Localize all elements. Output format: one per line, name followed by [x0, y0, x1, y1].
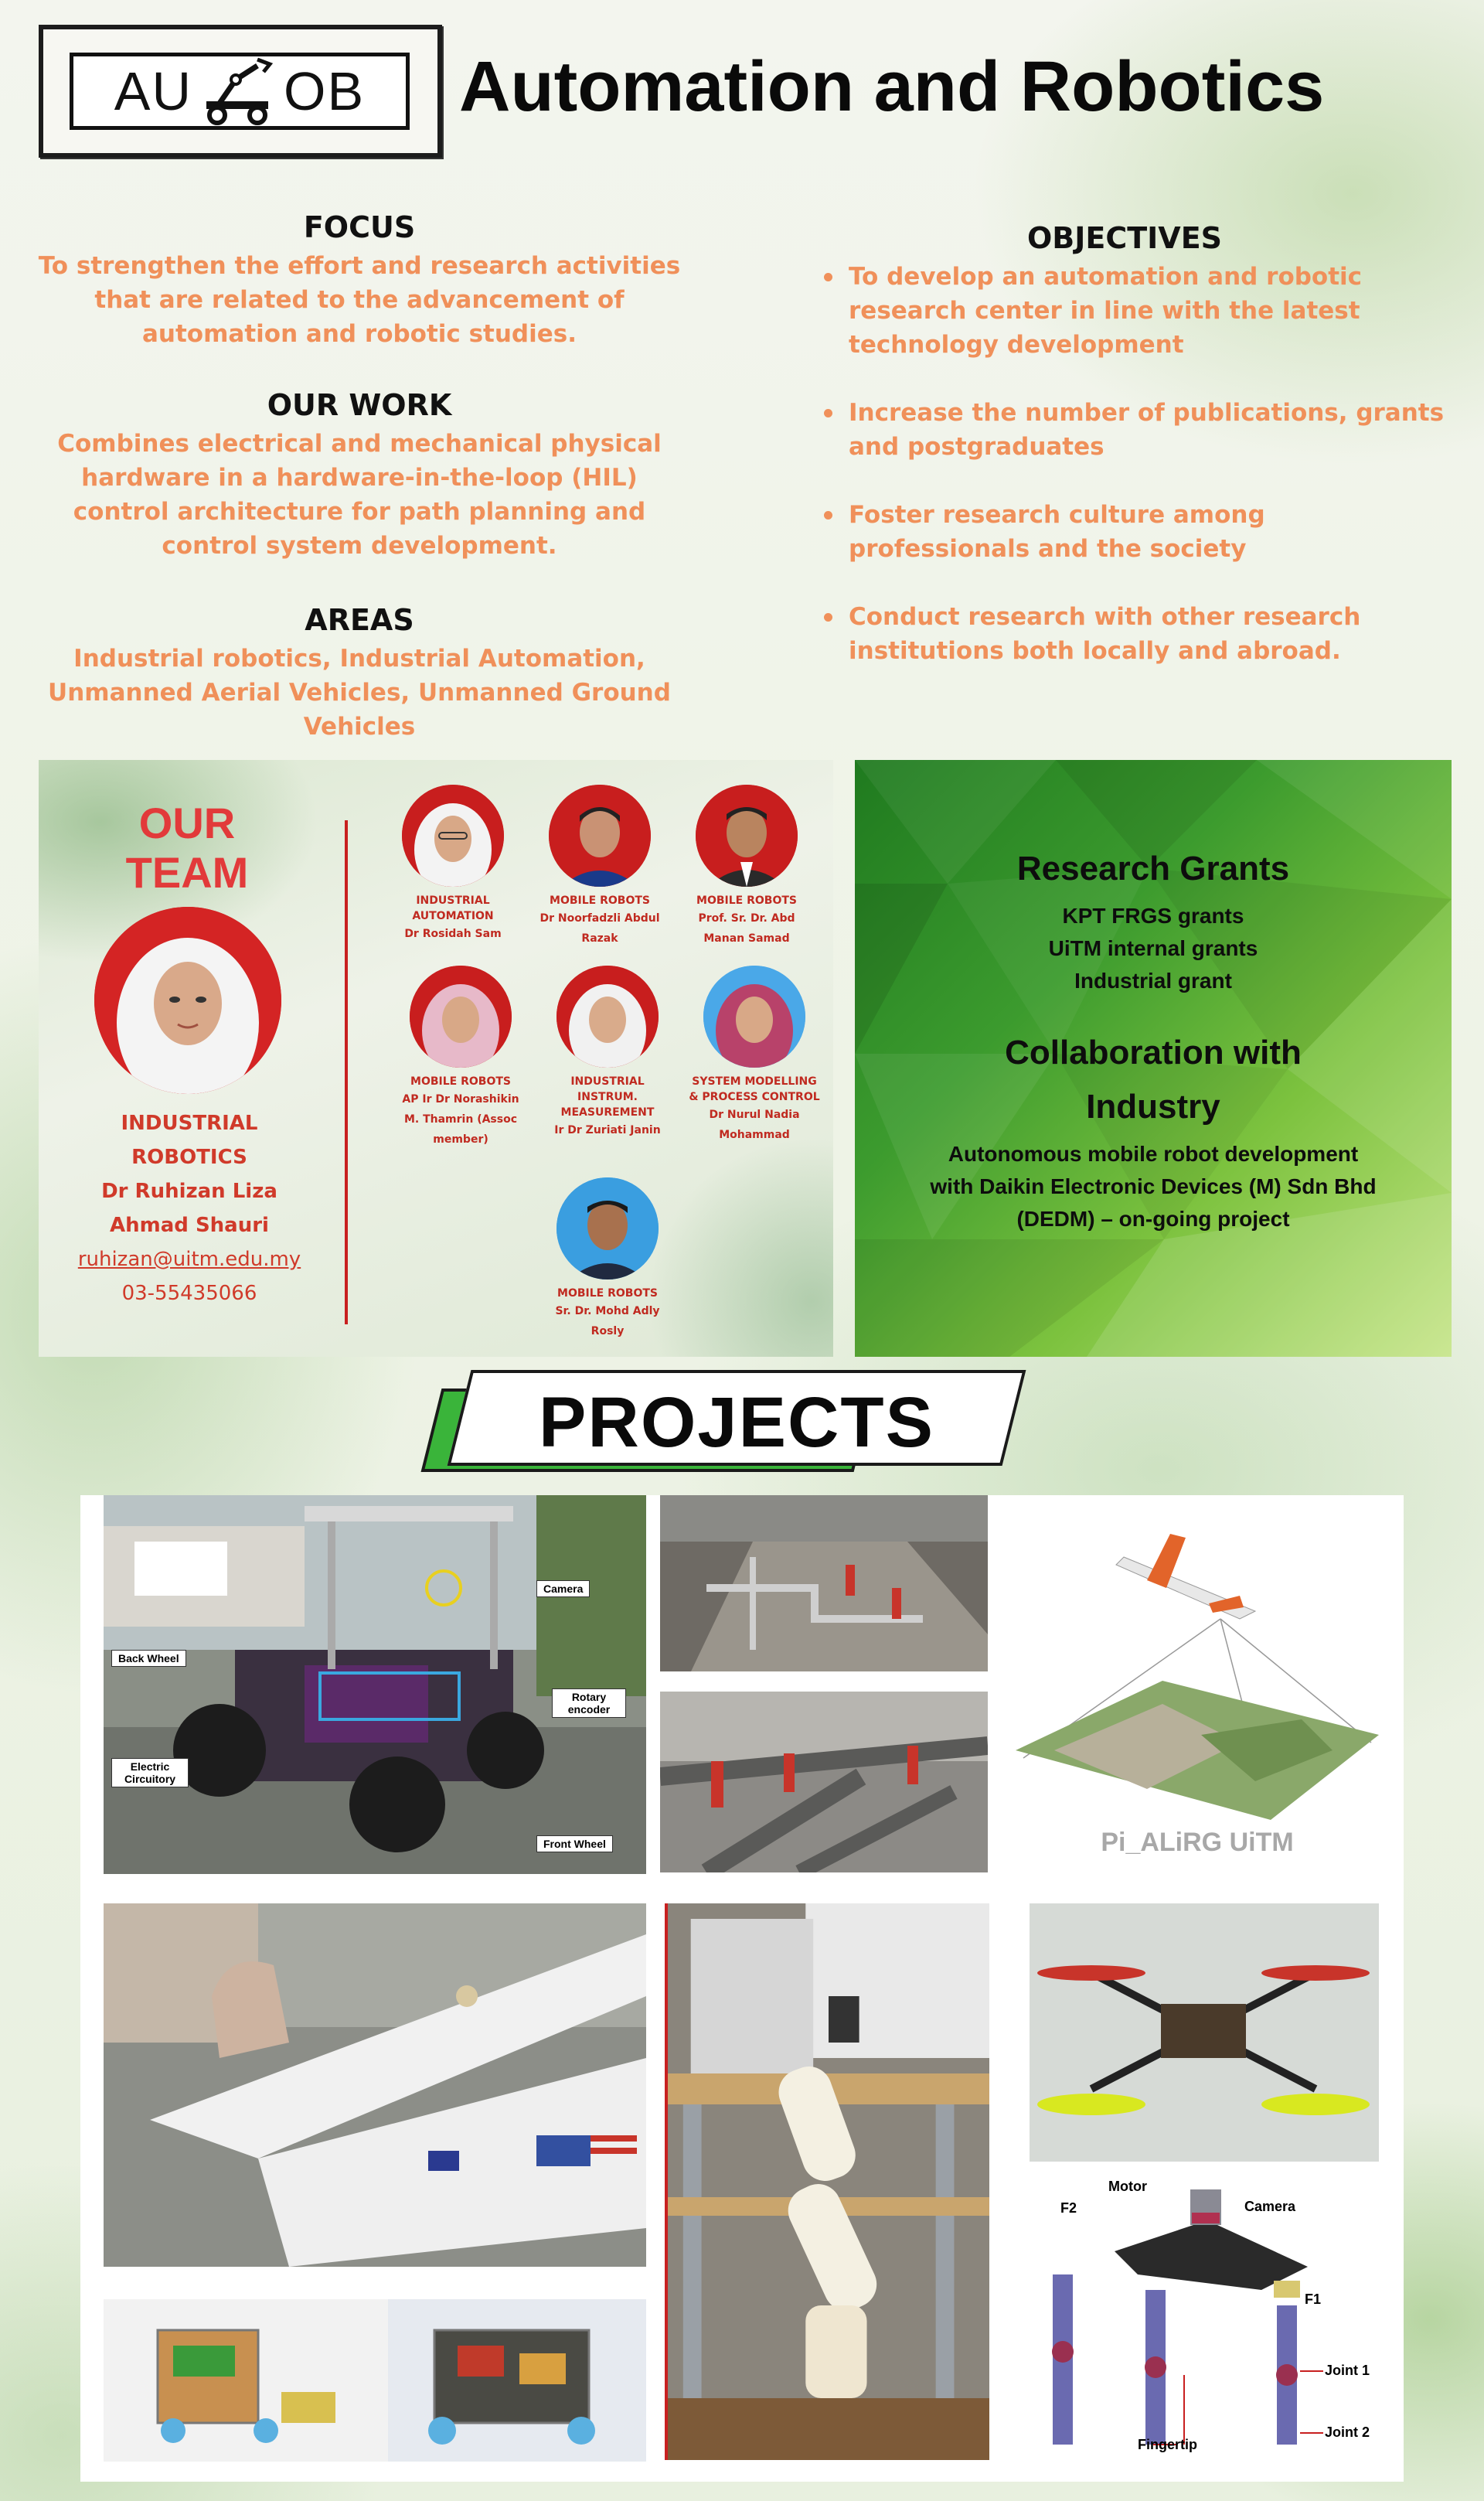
- label-joint1: Joint 1: [1325, 2363, 1370, 2378]
- member-role: SYSTEM MODELLING & PROCESS CONTROL: [689, 1075, 820, 1103]
- member-name: Prof. Sr. Dr. Abd Manan Samad: [698, 912, 795, 945]
- logo: [39, 25, 442, 158]
- team-member: [534, 785, 665, 949]
- member-photo: [556, 1177, 659, 1279]
- team-member: [395, 966, 526, 1150]
- project-image-gripper-cad: [1030, 2174, 1379, 2460]
- grants-title: Research Grants: [1016, 850, 1290, 888]
- grant-item: KPT FRGS grants: [1062, 904, 1244, 928]
- projects-panel: [80, 1495, 1404, 2482]
- member-role: INDUSTRIAL AUTOMATION: [412, 894, 494, 922]
- member-name: Dr Noorfadzli Abdul Razak: [539, 912, 660, 945]
- lead-role: INDUSTRIAL: [121, 1112, 258, 1135]
- focus-body: To strengthen the effort and research activities that are related to the advancement of automation and robotic studies.: [38, 252, 681, 348]
- lead-photo: [94, 907, 281, 1094]
- project-image-robot-arm: [665, 1903, 989, 2460]
- areas-body: Industrial robotics, Industrial Automation, Unmanned Aerial Vehicles, Unmanned Ground Vehicles: [48, 645, 671, 741]
- project-image-glider: [104, 1903, 646, 2267]
- logo-text-left: AU: [114, 61, 193, 121]
- team-member: [542, 966, 673, 1140]
- member-role: MOBILE ROBOTS: [557, 1287, 658, 1300]
- member-role: MOBILE ROBOTS: [696, 894, 797, 907]
- label-camera: Camera: [536, 1580, 590, 1597]
- collab-body: Autonomous mobile robot development: [948, 1142, 1359, 1166]
- objective-item: Conduct research with other research institutions both locally and abroad.: [821, 600, 1447, 668]
- project-image-mobile-robot-1: [104, 2299, 390, 2462]
- divider: [345, 820, 348, 1324]
- label-motor: Motor: [1108, 2179, 1147, 2194]
- page-title: Automation and Robotics: [459, 47, 1325, 126]
- projects-title: PROJECTS: [539, 1383, 934, 1462]
- label-joint2: Joint 2: [1325, 2424, 1370, 2440]
- label-fingertip: Fingertip: [1138, 2437, 1197, 2452]
- project-image-buggy: [104, 1495, 646, 1874]
- team-member: [387, 785, 519, 944]
- label-back-wheel: Back Wheel: [111, 1650, 186, 1667]
- member-name: AP Ir Dr Norashikin M. Thamrin (Assoc member): [402, 1093, 519, 1146]
- member-role: INDUSTRIAL INSTRUM. MEASUREMENT: [560, 1075, 655, 1119]
- uav-caption: Pi_ALiRG UiTM: [1101, 1828, 1294, 1857]
- lead-phone: 03-55435066: [121, 1282, 257, 1305]
- team-panel: [39, 760, 833, 1357]
- member-name: Ir Dr Zuriati Janin: [554, 1124, 661, 1136]
- member-role: MOBILE ROBOTS: [410, 1075, 511, 1088]
- objectives-list: [821, 260, 1447, 702]
- member-photo: [703, 966, 805, 1068]
- project-image-mobile-robot-2: [388, 2299, 646, 2462]
- lead-email-link[interactable]: ruhizan@uitm.edu.my: [77, 1248, 301, 1271]
- team-heading: [110, 799, 264, 898]
- member-photo: [410, 966, 512, 1068]
- label-camera-cad: Camera: [1244, 2199, 1296, 2214]
- label-front-wheel: Front Wheel: [536, 1835, 613, 1852]
- member-name: Sr. Dr. Mohd Adly Rosly: [555, 1305, 660, 1337]
- collab-title-2: Industry: [1086, 1088, 1220, 1126]
- member-photo: [402, 785, 504, 887]
- lead-name: Dr Ruhizan Liza: [101, 1180, 277, 1203]
- objective-item: Foster research culture among professionals and the society: [821, 498, 1447, 566]
- our-work-body: Combines electrical and mechanical physical hardware in a hardware-in-the-loop (HIL) control architecture for path planning and control system development.: [57, 430, 662, 560]
- member-photo: [696, 785, 798, 887]
- person-avatar-icon: [94, 907, 281, 1094]
- team-member: [542, 1177, 673, 1341]
- project-image-quadcopter: [1030, 1903, 1379, 2162]
- team-heading-line2: TEAM: [125, 848, 249, 897]
- team-member: [681, 785, 812, 949]
- focus-title: FOCUS: [303, 210, 416, 244]
- label-electric: Electric Circuitory: [111, 1758, 189, 1787]
- member-photo: [556, 966, 659, 1068]
- grant-item: UiTM internal grants: [1048, 936, 1258, 960]
- objective-item: Increase the number of publications, grants and postgraduates: [821, 396, 1447, 464]
- logo-text-right: OB: [284, 61, 366, 121]
- member-name: Dr Rosidah Sam: [404, 928, 502, 940]
- grants-panel: [855, 760, 1452, 1357]
- grant-item: Industrial grant: [1074, 969, 1232, 993]
- logo-mark: [70, 53, 410, 130]
- team-heading-line1: OUR: [138, 799, 236, 847]
- objectives-title: OBJECTIVES: [1026, 221, 1223, 255]
- member-name: Dr Nurul Nadia Mohammad: [709, 1109, 800, 1141]
- objective-item: To develop an automation and robotic research center in line with the latest technology development: [821, 260, 1447, 362]
- collab-body-2: with Daikin Electronic Devices (M) Sdn Bhd: [930, 1174, 1377, 1198]
- label-f2: F2: [1060, 2200, 1077, 2216]
- collab-body-3: (DEDM) – on-going project: [1016, 1207, 1290, 1231]
- project-image-uav-mapping: [1008, 1518, 1387, 1874]
- team-member: [689, 966, 820, 1145]
- label-rotary: Rotary encoder: [552, 1688, 626, 1718]
- label-f1: F1: [1305, 2291, 1322, 2307]
- areas-title: AREAS: [305, 603, 414, 637]
- collab-title: Collaboration with: [1005, 1034, 1302, 1072]
- lead-name-2: Ahmad Shauri: [110, 1214, 269, 1237]
- lead-info: [70, 1106, 309, 1310]
- member-photo: [549, 785, 651, 887]
- our-work-title: OUR WORK: [267, 388, 452, 422]
- robot-arm-icon: [196, 56, 281, 126]
- member-role: MOBILE ROBOTS: [550, 894, 650, 907]
- project-image-factory-conveyor: [660, 1692, 988, 1872]
- lead-role-2: ROBOTICS: [131, 1146, 247, 1169]
- project-image-factory-layout: [660, 1495, 988, 1671]
